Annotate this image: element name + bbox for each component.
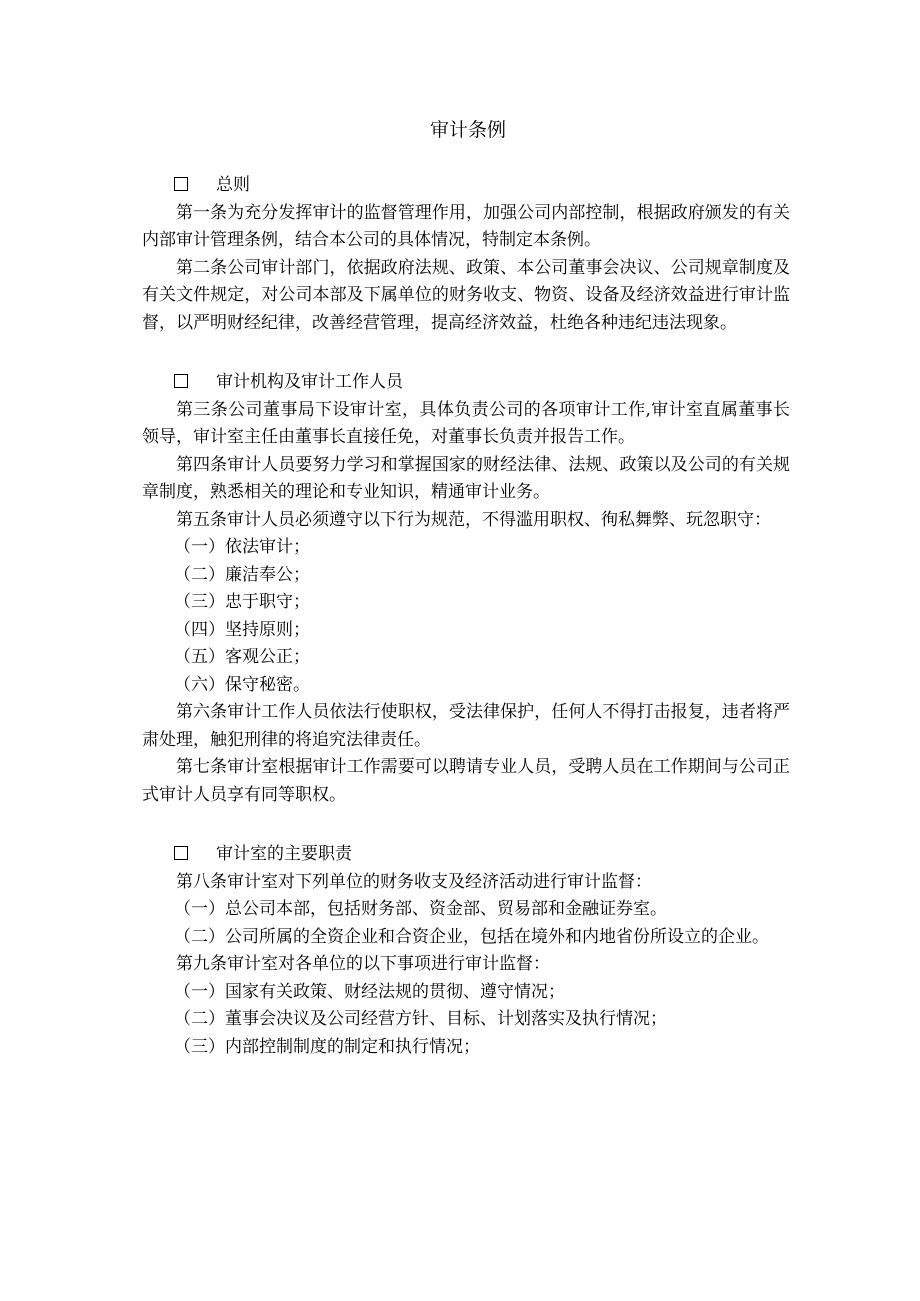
section-heading bbox=[142, 369, 790, 397]
article-paragraph: 第一条为充分发挥审计的监督管理作用，加强公司内部控制，根据政府颁发的有关内部审计管理条例，结合本公司的具体情况，特制定本条例。 bbox=[142, 202, 790, 250]
article-paragraph: 第二条公司审计部门，依据政府法规、政策、本公司董事会决议、公司规章制度及有关文件规定，对公司本部及下属单位的财务收支、物资、设备及经济效益进行审计监督，以严明财经纪律，改善经营管理，提高经济效益，杜绝各种违纪违法现象。 bbox=[142, 257, 790, 333]
checkbox-bullet-icon bbox=[174, 177, 188, 191]
list-item: （一）依法审计； bbox=[174, 537, 310, 557]
section-heading-text: 总则 bbox=[216, 175, 250, 195]
list-item: （六）保守秘密。 bbox=[174, 674, 310, 695]
article-paragraph: 第三条公司董事局下设审计室，具体负责公司的各项审计工作,审计室直属董事长领导，审计室主任由董事长直接任免，对董事长负责并报告工作。 bbox=[142, 399, 790, 447]
document-title: 审计条例 bbox=[429, 119, 506, 141]
article-paragraph: 第九条审计室对各单位的以下事项进行审计监督： bbox=[176, 954, 550, 974]
section bbox=[142, 841, 790, 1061]
article-paragraph: 第八条审计室对下列单位的财务收支及经济活动进行审计监督： bbox=[176, 871, 652, 892]
list-item: （一）总公司本部，包括财务部、资金部、贸易部和金融证券室。 bbox=[174, 899, 667, 919]
document-page bbox=[142, 118, 790, 1061]
document-body bbox=[142, 172, 790, 1061]
section-heading bbox=[142, 172, 790, 200]
section bbox=[142, 172, 790, 337]
section-heading bbox=[142, 841, 790, 869]
section bbox=[142, 369, 790, 809]
list-item: （三）内部控制制度的制定和执行情况； bbox=[174, 1036, 480, 1057]
list-item: （四）坚持原则； bbox=[174, 619, 310, 640]
article-paragraph: 第七条审计室根据审计工作需要可以聘请专业人员，受聘人员在工作期间与公司正式审计人员享有同等职权。 bbox=[142, 757, 790, 805]
article-paragraph: 第六条审计工作人员依法行使职权，受法律保护，任何人不得打击报复，违者将严肃处理，触犯刑律的将追究法律责任。 bbox=[142, 702, 790, 750]
list-item: （一）国家有关政策、财经法规的贯彻、遵守情况； bbox=[174, 981, 565, 1002]
list-item: （二）董事会决议及公司经营方针、目标、计划落实及执行情况； bbox=[174, 1009, 667, 1029]
list-item: （二）廉洁奉公； bbox=[174, 564, 310, 585]
section-heading-text: 审计机构及审计工作人员 bbox=[216, 372, 403, 392]
list-item: （五）客观公正； bbox=[174, 647, 310, 667]
article-paragraph: 第四条审计人员要努力学习和掌握国家的财经法律、法规、政策以及公司的有关规章制度，熟悉相关的理论和专业知识，精通审计业务。 bbox=[142, 454, 790, 502]
checkbox-bullet-icon bbox=[174, 374, 188, 388]
checkbox-bullet-icon bbox=[174, 846, 188, 860]
list-item: （二）公司所属的全资企业和合资企业，包括在境外和内地省份所设立的企业。 bbox=[174, 926, 769, 947]
section-heading-text: 审计室的主要职责 bbox=[216, 844, 352, 864]
article-paragraph: 第五条审计人员必须遵守以下行为规范，不得滥用职权、徇私舞弊、玩忽职守： bbox=[176, 509, 771, 530]
list-item: （三）忠于职守； bbox=[174, 592, 310, 612]
